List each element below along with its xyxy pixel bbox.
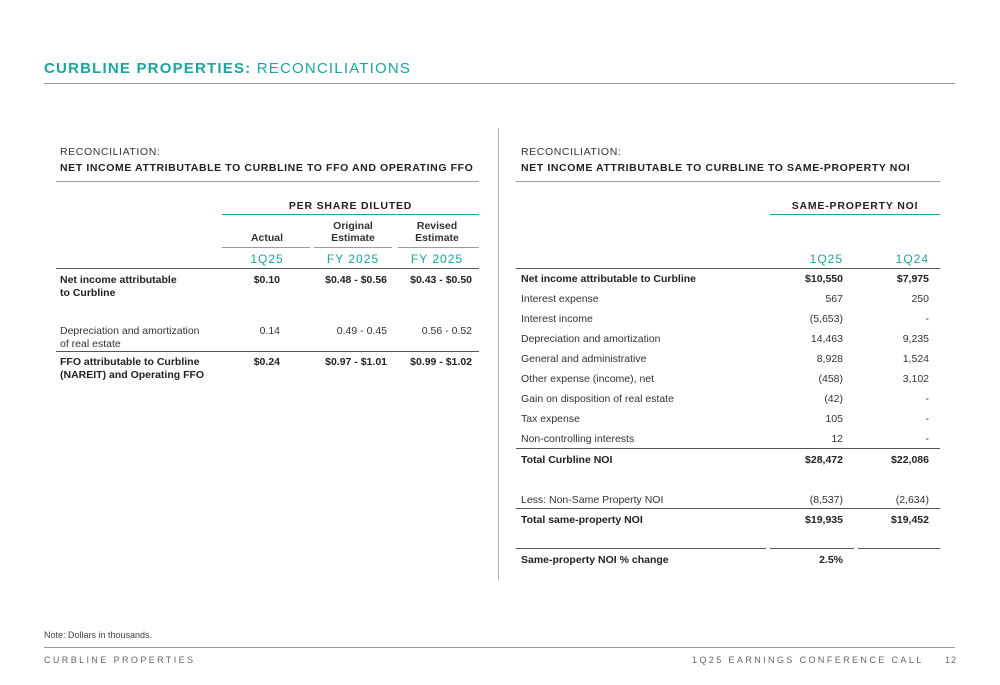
page-number: 12 [945, 655, 958, 665]
left-row-value: 0.14 [259, 325, 280, 337]
right-row-value-1q24: - [925, 413, 929, 425]
left-row-value: $0.43 - $0.50 [410, 274, 472, 286]
left-heading-rule [56, 181, 479, 182]
right-row-value-1q24: $7,975 [896, 273, 929, 285]
right-row-label: Gain on disposition of real estate [521, 393, 674, 405]
title-divider [44, 83, 955, 84]
left-row-label: of real estate [60, 338, 121, 350]
left-period-fy2025-original: FY 2025 [326, 252, 380, 266]
right-row-label: Less: Non-Same Property NOI [521, 494, 664, 506]
right-reconciliation-heading: NET INCOME ATTRIBUTABLE TO CURBLINE TO SAME-PROPERTY NOI [521, 162, 911, 174]
right-row-value-1q24: 250 [911, 293, 929, 305]
left-col-rule [222, 247, 310, 248]
left-col-rule [398, 247, 479, 248]
left-group-header: PER SHARE DILUTED [288, 200, 413, 212]
right-row-label: Depreciation and amortization [521, 333, 661, 345]
right-row-value-1q24: $22,086 [891, 454, 929, 466]
right-row-value-1q25: $19,935 [805, 514, 843, 526]
right-row-value-1q24: 9,235 [902, 333, 929, 345]
right-row-value-1q24: $19,452 [891, 514, 929, 526]
right-row-value-1q25: (8,537) [809, 494, 843, 506]
right-change-rule [770, 548, 854, 549]
right-row-value-1q24: - [925, 433, 929, 445]
right-row-value-1q25: $10,550 [805, 273, 843, 285]
left-row-label: Net income attributable [60, 274, 177, 286]
right-row-value-1q24: 1,524 [902, 353, 929, 365]
right-header-bottom-rule [516, 268, 940, 269]
right-row-value-1q24: - [925, 393, 929, 405]
left-group-rule [222, 214, 479, 215]
right-row-label: Interest expense [521, 293, 599, 305]
page-title-subject: RECONCILIATIONS [251, 60, 412, 77]
right-row-label: Net income attributable to Curbline [521, 273, 697, 285]
left-row-value: 0.49 - 0.45 [336, 325, 387, 337]
right-row-value-1q25: 105 [825, 413, 843, 425]
left-reconciliation-heading: NET INCOME ATTRIBUTABLE TO CURBLINE TO FFO AND OPERATING FFO [60, 162, 474, 174]
page-title-company: CURBLINE PROPERTIES: [44, 60, 252, 77]
footer-company: CURBLINE PROPERTIES [44, 655, 196, 665]
footer-event: 1Q25 EARNINGS CONFERENCE CALL [692, 655, 924, 665]
left-header-bottom-rule [56, 268, 479, 269]
right-total-rule [516, 508, 940, 509]
left-reconciliation-label: RECONCILIATION: [60, 146, 161, 158]
right-row-label: Total same-property NOI [521, 514, 643, 526]
right-row-value-1q25: (42) [824, 393, 843, 405]
right-period-1q24: 1Q24 [895, 252, 929, 266]
left-col-revised-header-line1: Revised [416, 220, 458, 232]
left-row-value: $0.48 - $0.56 [325, 274, 387, 286]
left-col-original-header-line1: Original [333, 220, 373, 232]
right-row-value-1q25: 12 [831, 433, 843, 445]
left-row-label: to Curbline [60, 287, 116, 299]
right-group-header: SAME-PROPERTY NOI [791, 200, 919, 212]
left-period-1q25: 1Q25 [250, 252, 284, 266]
left-row-value: $0.10 [253, 274, 280, 286]
right-row-value-1q25: $28,472 [805, 454, 843, 466]
footnote: Note: Dollars in thousands. [44, 630, 153, 640]
right-row-value-1q24: - [925, 313, 929, 325]
right-row-value-1q25: (5,653) [809, 313, 843, 325]
right-row-value-1q25: (458) [818, 373, 843, 385]
left-row-label: FFO attributable to Curbline [60, 356, 200, 368]
right-row-value-1q25: 14,463 [810, 333, 843, 345]
right-row-value-1q25: 8,928 [816, 353, 843, 365]
right-total-rule [516, 448, 940, 449]
left-period-fy2025-revised: FY 2025 [410, 252, 464, 266]
page-title [44, 60, 411, 77]
right-row-label: Interest income [521, 313, 593, 325]
right-row-label: General and administrative [521, 353, 647, 365]
right-change-rule [858, 548, 940, 549]
right-heading-rule [516, 181, 940, 182]
right-row-label: Same-property NOI % change [521, 554, 669, 566]
left-col-actual-header: Actual [250, 232, 284, 244]
right-reconciliation-label: RECONCILIATION: [521, 146, 622, 158]
footer-divider [44, 647, 955, 648]
right-row-value-1q24: 3,102 [902, 373, 929, 385]
right-row-label: Tax expense [521, 413, 580, 425]
left-row-value: $0.97 - $1.01 [325, 356, 387, 368]
right-row-value-1q25: 2.5% [819, 554, 843, 566]
right-row-value-1q24: (2,634) [895, 494, 929, 506]
left-row-value: 0.56 - 0.52 [421, 325, 472, 337]
left-row-value: $0.99 - $1.02 [410, 356, 472, 368]
right-row-label: Non-controlling interests [521, 433, 635, 445]
section-divider [498, 128, 499, 580]
left-row-label: (NAREIT) and Operating FFO [60, 369, 205, 381]
left-col-rule [314, 247, 392, 248]
right-row-label: Total Curbline NOI [521, 454, 613, 466]
left-row-label: Depreciation and amortization [60, 325, 200, 337]
right-change-rule [516, 548, 766, 549]
left-col-revised-header-line2: Estimate [415, 232, 459, 244]
right-row-label: Other expense (income), net [521, 373, 655, 385]
right-group-rule [770, 214, 940, 215]
left-col-original-header-line2: Estimate [331, 232, 375, 244]
right-row-value-1q25: 567 [825, 293, 843, 305]
left-row-value: $0.24 [253, 356, 280, 368]
right-period-1q25: 1Q25 [809, 252, 843, 266]
left-total-rule [56, 351, 479, 352]
